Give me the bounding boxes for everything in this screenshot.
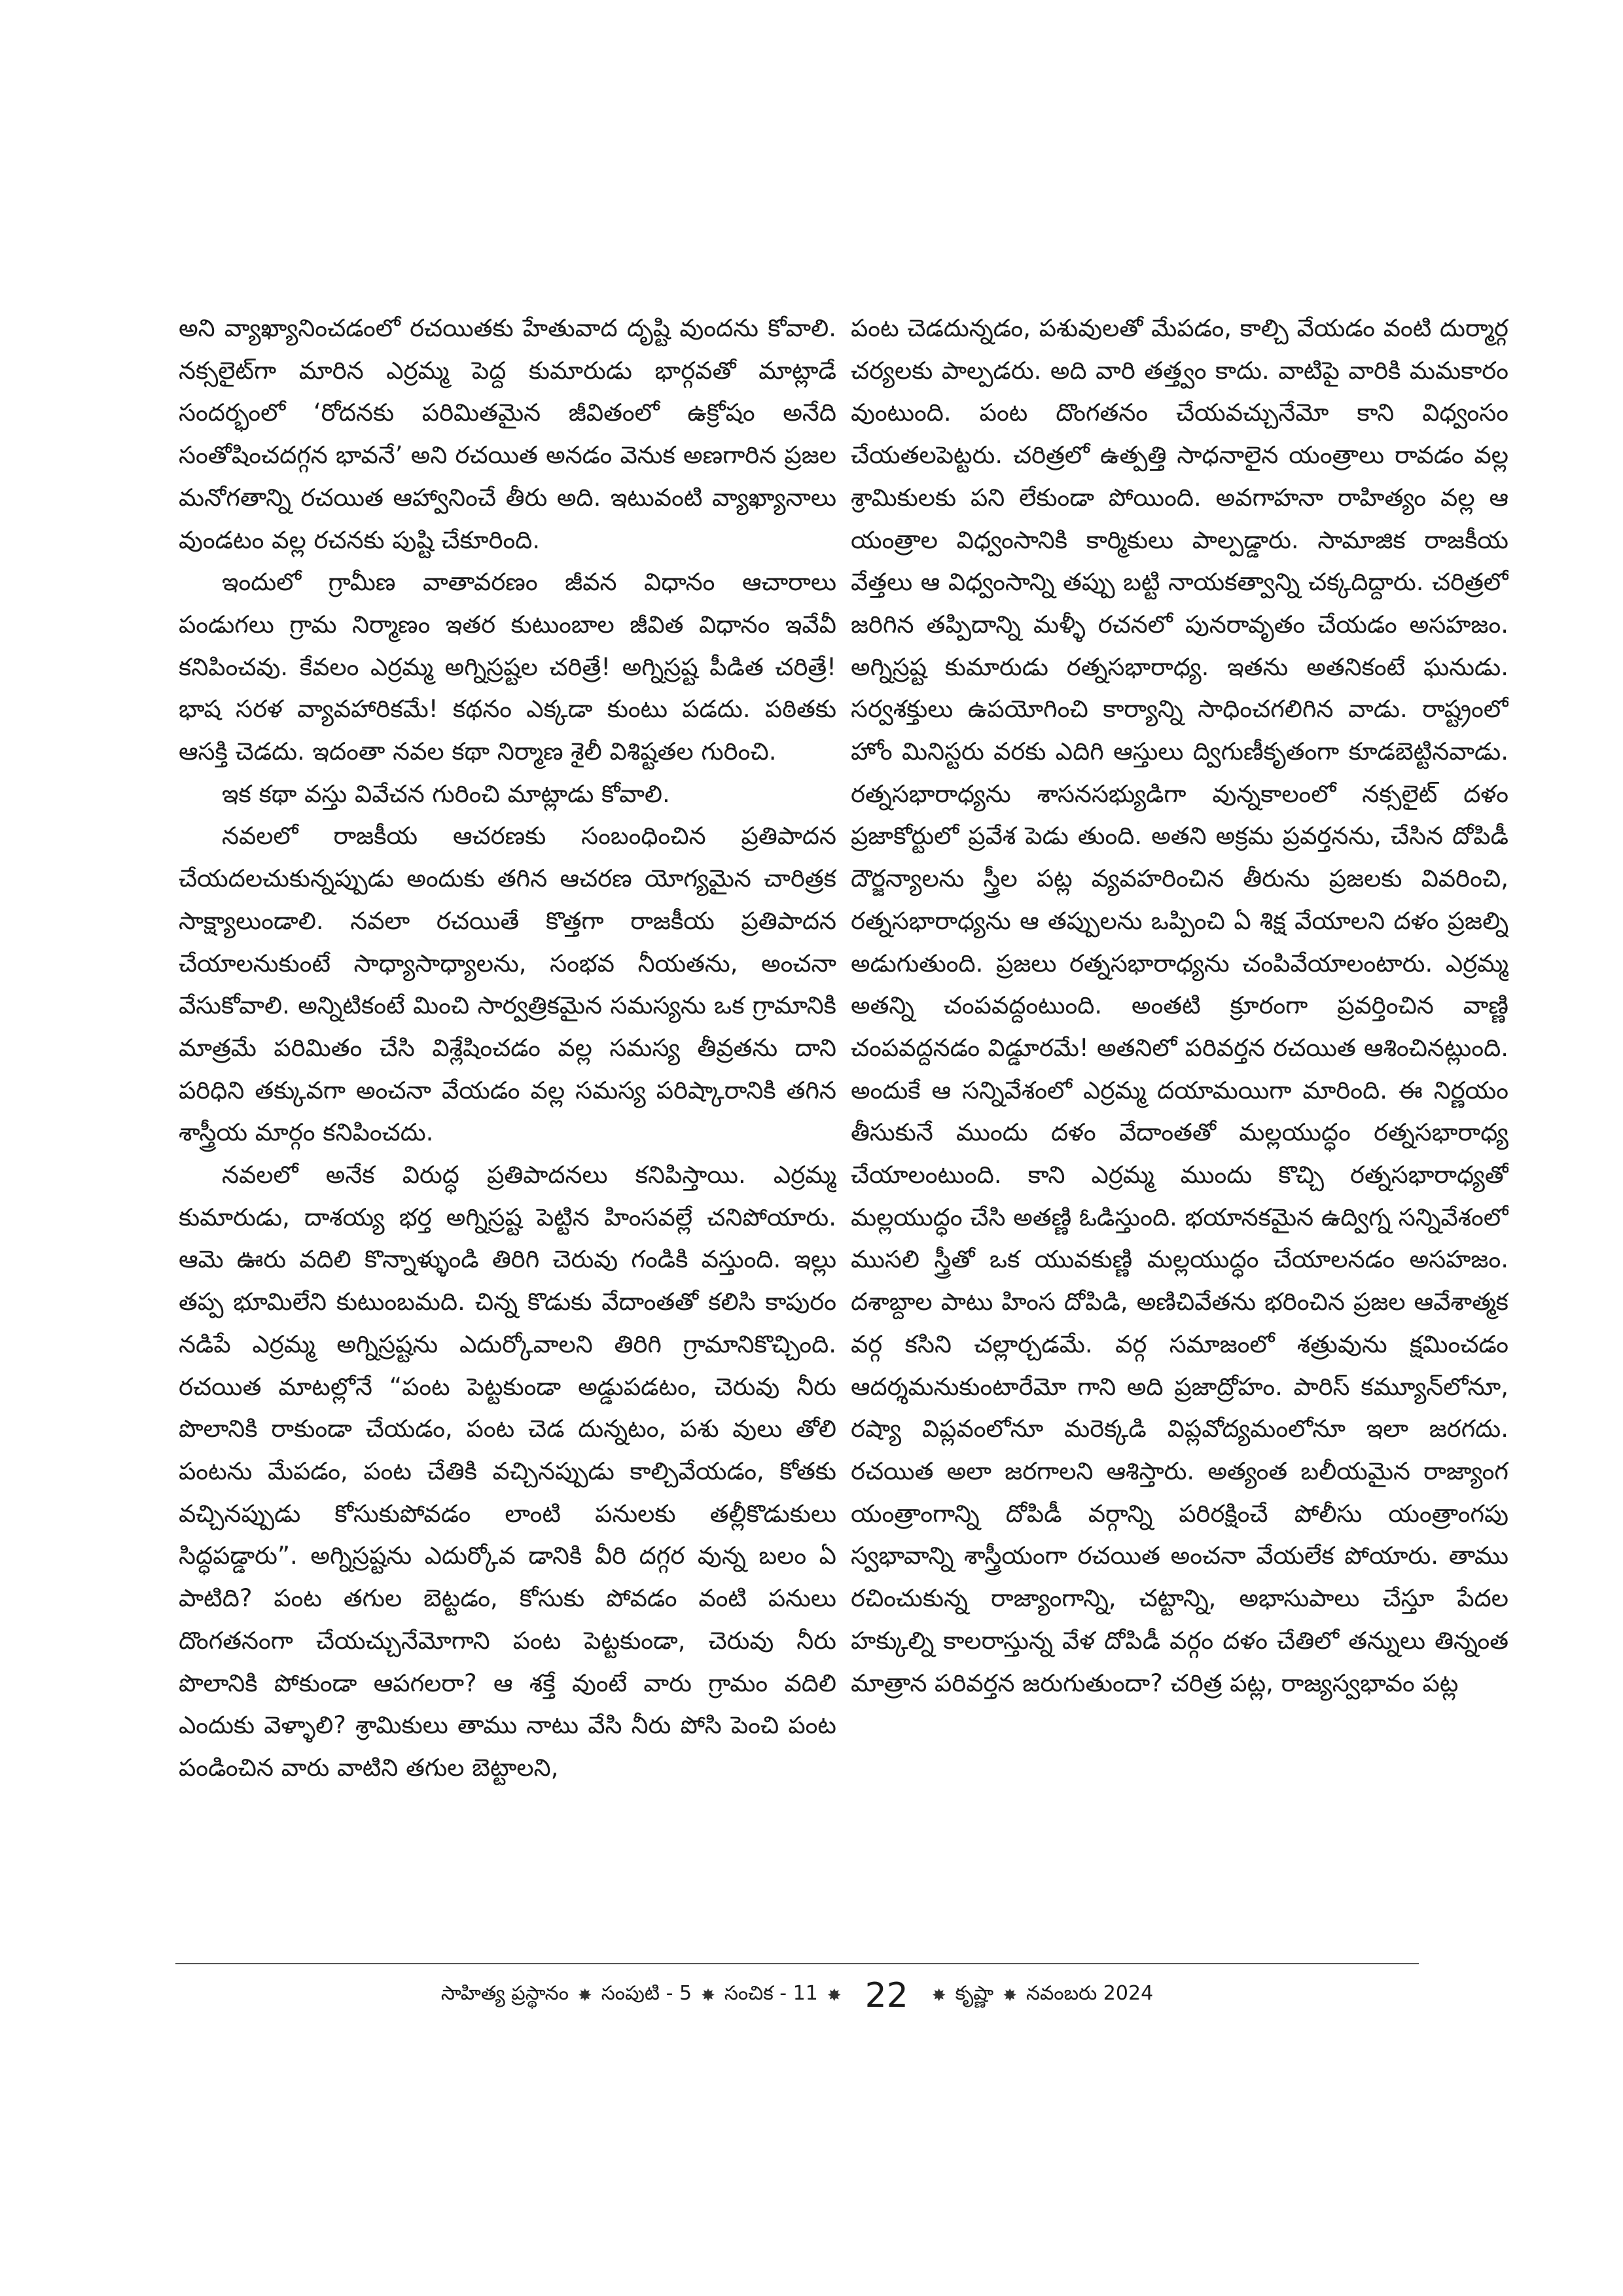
paragraph: ఇక కథా వస్తు వివేచన గురించి మాట్లాడు కోవాలి.: [222, 779, 670, 808]
volume-label: సంపుటి - 5: [601, 1982, 692, 2005]
page-number: 22: [865, 1976, 908, 2015]
issue-label: సంచిక - 11: [724, 1982, 818, 2005]
separator-icon: ✸: [577, 1986, 592, 2005]
right-column: [851, 308, 1508, 1953]
separator-icon: ✸: [1003, 1986, 1017, 2005]
paragraph: అని వ్యాఖ్యానించడంలో రచయితకు హేతువాద దృష్టి వుందను కోవాలి. నక్సలైట్‌గా మారిన ఎర్రమ్మ పెద్ద కుమారుడు భార్గవతో మాట్లాడే సందర్భంలో ‘రోదనకు పరిమితమైన జీవితంలో ఉక్రోషం అనేది సంతోషించదగ్గన భావనే’ అని రచయిత అనడం వెనుక అణగారిన ప్రజల మనోగతాన్ని రచయిత ఆహ్వానించే తీరు అది. ఇటువంటి వ్యాఖ్యానాలు వుండటం వల్ల రచనకు పుష్టి చేకూరింది.: [179, 314, 836, 554]
paragraph: నవలలో రాజకీయ ఆచరణకు సంబంధించిన ప్రతిపాదన చేయదలచుకున్నప్పుడు అందుకు తగిన ఆచరణ యోగ్యమైన చారిత్రక సాక్ష్యాలుండాలి. నవలా రచయితే కొత్తగా రాజకీయ ప్రతిపాదన చేయాలనుకుంటే సాధ్యాసాధ్యాలను, సంభవ నీయతను, అంచనా వేసుకోవాలి. అన్నిటికంటే మించి సార్వత్రికమైన సమస్యను ఒక గ్రామానికి మాత్రమే పరిమితం చేసి విశ్లేషించడం వల్ల సమస్య తీవ్రతను దాని పరిధిని తక్కువగా అంచనా వేయడం వల్ల సమస్య పరిష్కారానికి తగిన శాస్త్రీయ మార్గం కనిపించదు.: [179, 822, 836, 1147]
magazine-name: సాహిత్య ప్రస్థానం: [440, 1982, 569, 2005]
separator-icon: ✸: [827, 1986, 842, 2005]
paragraph: నవలలో అనేక విరుద్ధ ప్రతిపాదనలు కనిపిస్తాయి. ఎర్రమ్మ కుమారుడు, దాశయ్య భర్త అగ్నిస్రష్ట పెట్టిన హింసవల్లే చనిపోయారు. ఆమె ఊరు వదిలి కొన్నాళ్ళుండి తిరిగి చెరువు గండికి వస్తుంది. ఇల్లు తప్ప భూమిలేని కుటుంబమది. చిన్న కొడుకు వేదాంతతో కలిసి కాపురం నడిపే ఎర్రమ్మ అగ్నిస్రష్టను ఎదుర్కోవాలని తిరిగి గ్రామానికొచ్చింది. రచయిత మాటల్లోనే “పంట పెట్టకుండా అడ్డుపడటం, చెరువు నీరు పొలానికి రాకుండా చేయడం, పంట చెడ దున్నటం, పశు వులు తోలి పంటను మేపడం, పంట చేతికి వచ్చినప్పుడు కాల్చివేయడం, కోతకు వచ్చినప్పుడు కోసుకుపోవడం లాంటి పనులకు తల్లీకొడుకులు సిద్ధపడ్డారు”. అగ్నిస్రష్టను ఎదుర్కోవ డానికి వీరి దగ్గర వున్న బలం ఏ పాటిది? పంట తగుల బెట్టడం, కోసుకు పోవడం వంటి పనులు దొంగతనంగా చేయచ్చునేమోగాని పంట పెట్టకుండా, చెరువు నీరు పొలానికి పోకుండా ఆపగలరా? ఆ శక్తే వుంటే వారు గ్రామం వదిలి ఎందుకు వెళ్ళాలి? శ్రామికులు తాము నాటు వేసి నీరు పోసి పెంచి పంట పండించిన వారు వాటిని తగుల బెట్టాలని,: [179, 1161, 836, 1782]
paragraph: పంట చెడదున్నడం, పశువులతో మేపడం, కాల్చి వేయడం వంటి దుర్మార్గ చర్యలకు పాల్పడరు. అది వారి తత్త్వం కాదు. వాటిపై వారికి మమకారం వుంటుంది. పంట దొంగతనం చేయవచ్చునేమో కాని విధ్వంసం చేయతలపెట్టరు. చరిత్రలో ఉత్పత్తి సాధనాలైన యంత్రాలు రావడం వల్ల శ్రామికులకు పని లేకుండా పోయింది. అవగాహనా రాహిత్యం వల్ల ఆ యంత్రాల విధ్వంసానికి కార్మికులు పాల్పడ్డారు. సామాజిక రాజకీయ వేత్తలు ఆ విధ్వంసాన్ని తప్పు బట్టి నాయకత్వాన్ని చక్కదిద్దారు. చరిత్రలో జరిగిన తప్పిదాన్ని మళ్ళీ రచనలో పునరావృతం చేయడం అసహజం. అగ్నిస్రష్ట కుమారుడు రత్నసభారాధ్య. ఇతను అతనికంటే ఘనుడు. సర్వశక్తులు ఉపయోగించి కార్యాన్ని సాధించగలిగిన వాడు. రాష్ట్రంలో హోం మినిస్టరు వరకు ఎదిగి ఆస్తులు ద్విగుణీకృతంగా కూడబెట్టినవాడు. రత్నసభారాధ్యను శాసనసభ్యుడిగా వున్నకాలంలో నక్సలైట్ దళం ప్రజాకోర్టులో ప్రవేశ పెడు తుంది. అతని అక్రమ ప్రవర్తనను, చేసిన దోపిడీ దౌర్జన్యాలను స్త్రీల పట్ల వ్యవహరించిన తీరును ప్రజలకు వివరించి, రత్నసభారాధ్యను ఆ తప్పులను ఒప్పించి ఏ శిక్ష వేయాలని దళం ప్రజల్ని అడుగుతుంది. ప్రజలు రత్నసభారాధ్యను చంపివేయాలంటారు. ఎర్రమ్మ అతన్ని చంపవద్దంటుంది. అంతటి క్రూరంగా ప్రవర్తించిన వాణ్ణి చంపవద్దనడం విడ్డూరమే! అతనిలో పరివర్తన రచయిత ఆశించినట్లుంది. అందుకే ఆ సన్నివేశంలో ఎర్రమ్మ దయామయిగా మారింది. ఈ నిర్ణయం తీసుకునే ముందు దళం వేదాంతతో మల్లయుద్ధం రత్నసభారాధ్య చేయాలంటుంది. కాని ఎర్రమ్మ ముందు కొచ్చి రత్నసభారాధ్యతో మల్లయుద్ధం చేసి అతణ్ణి ఓడిస్తుంది. భయానకమైన ఉద్విగ్న సన్నివేశంలో ముసలి స్త్రీతో ఒక యువకుణ్ణి మల్లయుద్ధం చేయాలనడం అసహజం. దశాబ్దాల పాటు హింస దోపిడి, అణిచివేతను భరించిన ప్రజల ఆవేశాత్మక వర్గ కసిని చల్లార్చడమే. వర్గ సమాజంలో శత్రువును క్షమించడం ఆదర్శమనుకుంటారేమో గాని అది ప్రజాద్రోహం. పారిస్ కమ్యూన్‌లోనూ, రష్యా విప్లవంలోనూ మరెక్కడి విప్లవోద్యమంలోనూ ఇలా జరగదు. రచయిత అలా జరగాలని ఆశిస్తారు. అత్యంత బలీయమైన రాజ్యాంగ యంత్రాంగాన్ని దోపిడీ వర్గాన్ని పరిరక్షించే పోలీసు యంత్రాంగపు స్వభావాన్ని శాస్త్రీయంగా రచయిత అంచనా వేయలేక పోయారు. తాము రచించుకున్న రాజ్యాంగాన్ని, చట్టాన్ని, అభాసుపాలు చేస్తూ పేదల హక్కుల్ని కాలరాస్తున్న వేళ దోపిడీ వర్గం దళం చేతిలో తన్నులు తిన్నంత మాత్రాన పరివర్తన జరుగుతుందా? చరిత్ర పట్ల, రాజ్యస్వభావం పట్ల: [851, 314, 1508, 1697]
left-column: [179, 308, 836, 1953]
footer-divider: [175, 1963, 1419, 1964]
paragraph: ఇందులో గ్రామీణ వాతావరణం జీవన విధానం ఆచారాలు పండుగలు గ్రామ నిర్మాణం ఇతర కుటుంబాల జీవిత విధానం ఇవేవీ కనిపించవు. కేవలం ఎర్రమ్మ అగ్నిస్రష్టల చరిత్రే! అగ్నిస్రష్ట పీడిత చరిత్రే! భాష సరళ వ్యావహారికమే! కథనం ఎక్కడా కుంటు పడదు. పఠితకు ఆసక్తి చెడదు. ఇదంతా నవల కథా నిర్మాణ శైలీ విశిష్టతల గురించి.: [179, 568, 836, 766]
issue-date: నవంబరు 2024: [1026, 1982, 1154, 2005]
page-footer: [175, 1969, 1419, 2022]
separator-icon: ✸: [701, 1986, 715, 2005]
separator-icon: ✸: [931, 1986, 946, 2005]
month-name: కృష్ణా: [955, 1982, 994, 2005]
